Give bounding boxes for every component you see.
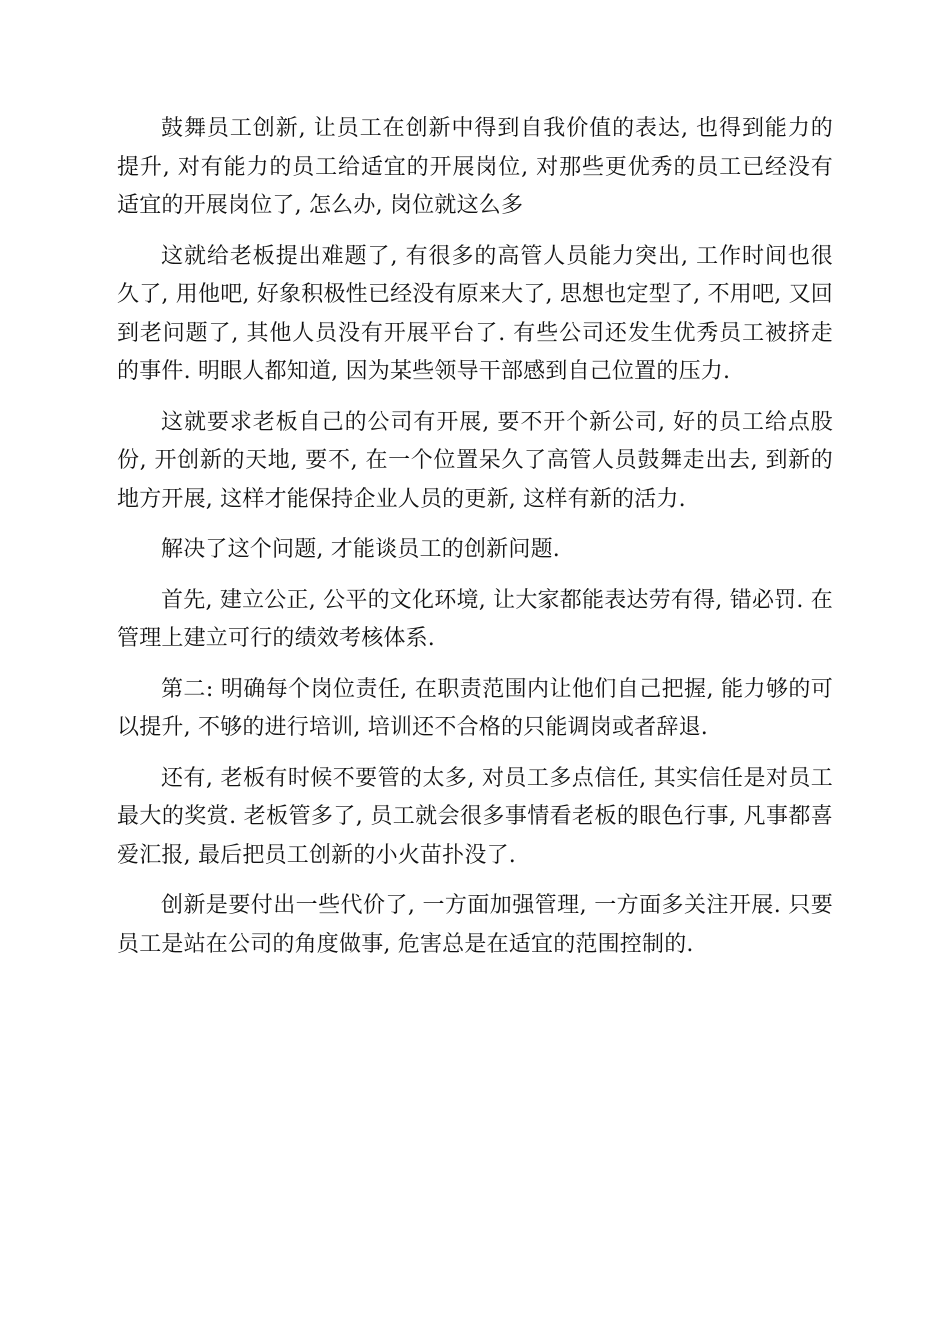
- paragraph-8: 创新是要付出一些代价了, 一方面加强管理, 一方面多关注开展. 只要员工是站在公司的角度做事, 危害总是在适宜的范围控制的.: [117, 893, 833, 957]
- document-body: [117, 110, 833, 976]
- paragraph-7: 还有, 老板有时候不要管的太多, 对员工多点信任, 其实信任是对员工最大的奖赏. 老板管多了, 员工就会很多事情看老板的眼色行事, 凡事都喜爱汇报, 最后把员工创新的小火苗扑没了.: [117, 765, 833, 868]
- paragraph-1: 鼓舞员工创新, 让员工在创新中得到自我价值的表达, 也得到能力的提升, 对有能力的员工给适宜的开展岗位, 对那些更优秀的员工已经没有适宜的开展岗位了, 怎么办, 岗位就这么多: [117, 116, 833, 218]
- paragraph-5: 首先, 建立公正, 公平的文化环境, 让大家都能表达劳有得, 错必罚. 在管理上建立可行的绩效考核体系.: [117, 587, 833, 651]
- paragraph-2: 这就给老板提出难题了, 有很多的高管人员能力突出, 工作时间也很久了, 用他吧, 好象积极性已经没有原来大了, 思想也定型了, 不用吧, 又回到老问题了, 其他人员没有开展平台了. 有些公司还发生优秀员工被挤走的事件. 明眼人都知道, 因为某些领导干部感到自己位置的压力.: [117, 243, 833, 384]
- paragraph-6: 第二: 明确每个岗位责任, 在职责范围内让他们自己把握, 能力够的可以提升, 不够的进行培训, 培训还不合格的只能调岗或者辞退.: [117, 676, 833, 740]
- paragraph-3: 这就要求老板自己的公司有开展, 要不开个新公司, 好的员工给点股份, 开创新的天地, 要不, 在一个位置呆久了高管人员鼓舞走出去, 到新的地方开展, 这样才能保持企业人员的更新, 这样有新的活力.: [117, 409, 833, 512]
- paragraph-4: 解决了这个问题, 才能谈员工的创新问题.: [161, 537, 560, 562]
